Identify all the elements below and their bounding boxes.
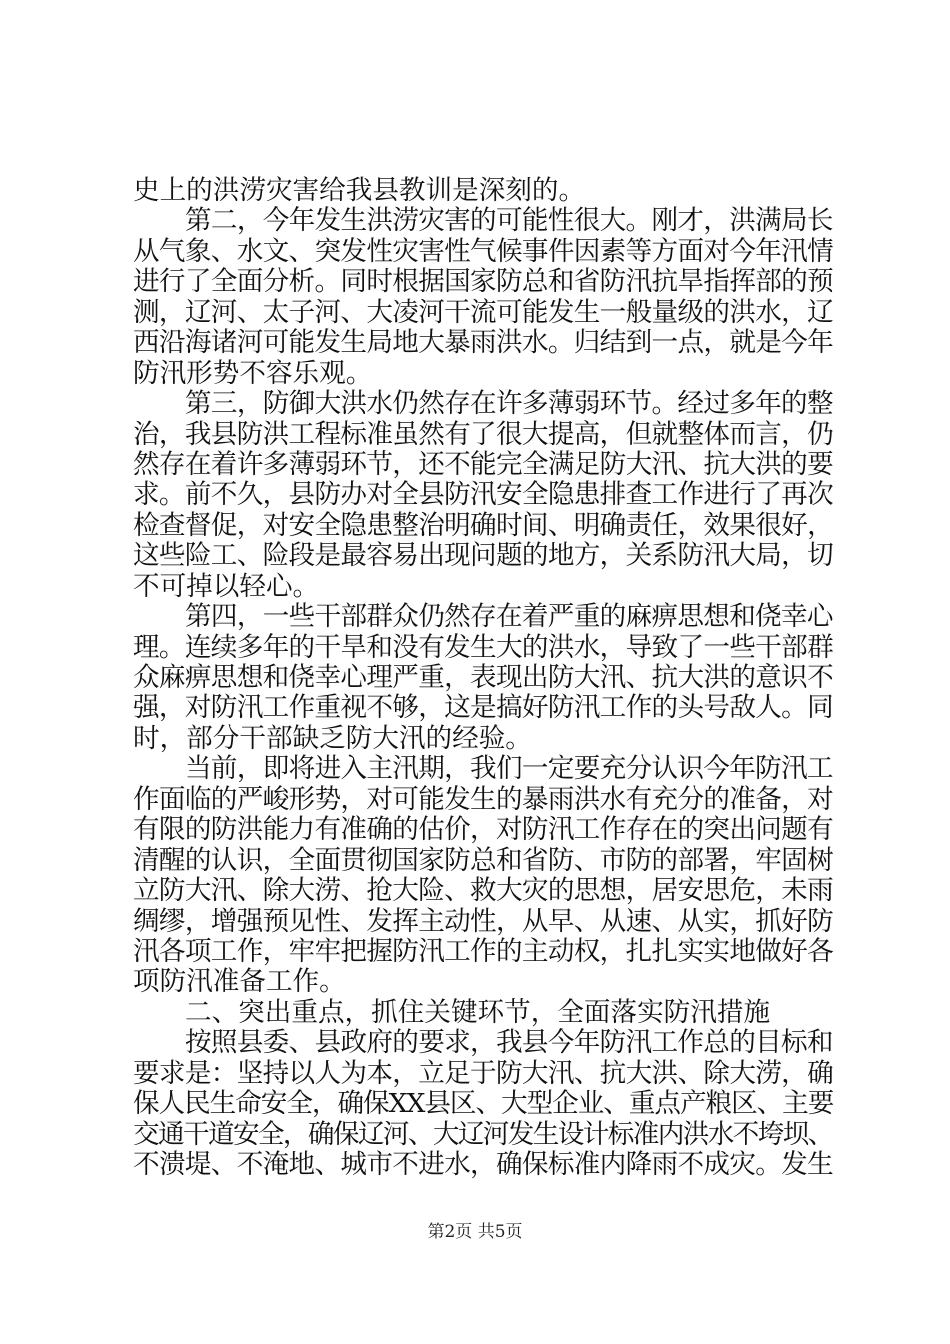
text-line: 西沿海诸河可能发生局地大暴雨洪水。归结到一点，就是今年 — [133, 327, 834, 359]
text-line: 时，部分干部缺乏防大汛的经验。 — [133, 722, 532, 754]
page-footer: 第2页 共5页 — [427, 1222, 523, 1242]
text-line: 不可掉以轻心。 — [133, 570, 320, 602]
text-line: 有限的防洪能力有准确的估价，对防汛工作存在的突出问题有 — [133, 814, 834, 846]
text-line: 测，辽河、太子河、大凌河干流可能发生一般量级的洪水，辽 — [133, 296, 834, 328]
text-line: 治，我县防洪工程标准虽然有了很大提高，但就整体而言，仍 — [133, 418, 834, 450]
text-line: 清醒的认识，全面贯彻国家防总和省防、市防的部署，牢固树 — [133, 844, 834, 876]
text-line: 按照县委、县政府的要求，我县今年防汛工作总的目标和 — [185, 1027, 833, 1059]
text-line: 然存在着许多薄弱环节，还不能完全满足防大汛、抗大洪的要 — [133, 448, 834, 480]
text-line: 保人民生命安全，确保XX县区、大型企业、重点产粮区、主要 — [133, 1088, 834, 1120]
text-line: 项防汛准备工作。 — [133, 966, 346, 998]
text-line: 第二，今年发生洪涝灾害的可能性很大。刚才，洪满局长 — [185, 205, 833, 237]
text-line: 不溃堤、不淹地、城市不进水，确保标准内降雨不成灾。发生 — [133, 1149, 834, 1180]
text-line: 史上的洪涝灾害给我县教训是深刻的。 — [133, 175, 586, 206]
text-line: 第三，防御大洪水仍然存在许多薄弱环节。经过多年的整 — [185, 388, 833, 420]
text-line: 要求是：坚持以人为本，立足于防大汛、抗大洪、除大涝，确 — [133, 1057, 834, 1089]
text-line: 绸缪，增强预见性、发挥主动性，从早、从速、从实，抓好防 — [133, 905, 834, 937]
text-line: 当前，即将进入主汛期，我们一定要充分认识今年防汛工 — [185, 753, 833, 785]
text-line: 作面临的严峻形势，对可能发生的暴雨洪水有充分的准备，对 — [133, 783, 834, 815]
text-line: 众麻痹思想和侥幸心理严重，表现出防大汛、抗大洪的意识不 — [133, 662, 834, 693]
text-line: 汛各项工作，牢牢把握防汛工作的主动权，扎扎实实地做好各 — [133, 935, 834, 967]
text-line: 求。前不久，县防办对全县防汛安全隐患排查工作进行了再次 — [133, 479, 834, 511]
text-line: 防汛形势不容乐观。 — [133, 357, 373, 389]
text-line: 从气象、水文、突发性灾害性气候事件因素等方面对今年汛情 — [133, 235, 834, 267]
text-line: 检查督促，对安全隐患整治明确时间、明确责任，效果很好， — [133, 509, 834, 541]
text-line: 进行了全面分析。同时根据国家防总和省防汛抗旱指挥部的预 — [133, 266, 834, 298]
text-line: 这些险工、险段是最容易出现问题的地方，关系防汛大局，切 — [133, 540, 834, 572]
text-line: 理。连续多年的干旱和没有发生大的洪水，导致了一些干部群 — [133, 631, 834, 663]
text-line: 立防大汛、除大涝、抢大险、救大灾的思想，居安思危，未雨 — [133, 875, 834, 907]
text-line: 第四，一些干部群众仍然存在着严重的麻痹思想和侥幸心 — [185, 601, 833, 633]
text-line: 强，对防汛工作重视不够，这是搞好防汛工作的头号敌人。同 — [133, 692, 834, 724]
section-heading: 二、突出重点，抓住关键环节，全面落实防汛措施 — [185, 996, 771, 1028]
text-line: 交通干道安全，确保辽河、大辽河发生设计标准内洪水不垮坝、 — [133, 1118, 833, 1150]
